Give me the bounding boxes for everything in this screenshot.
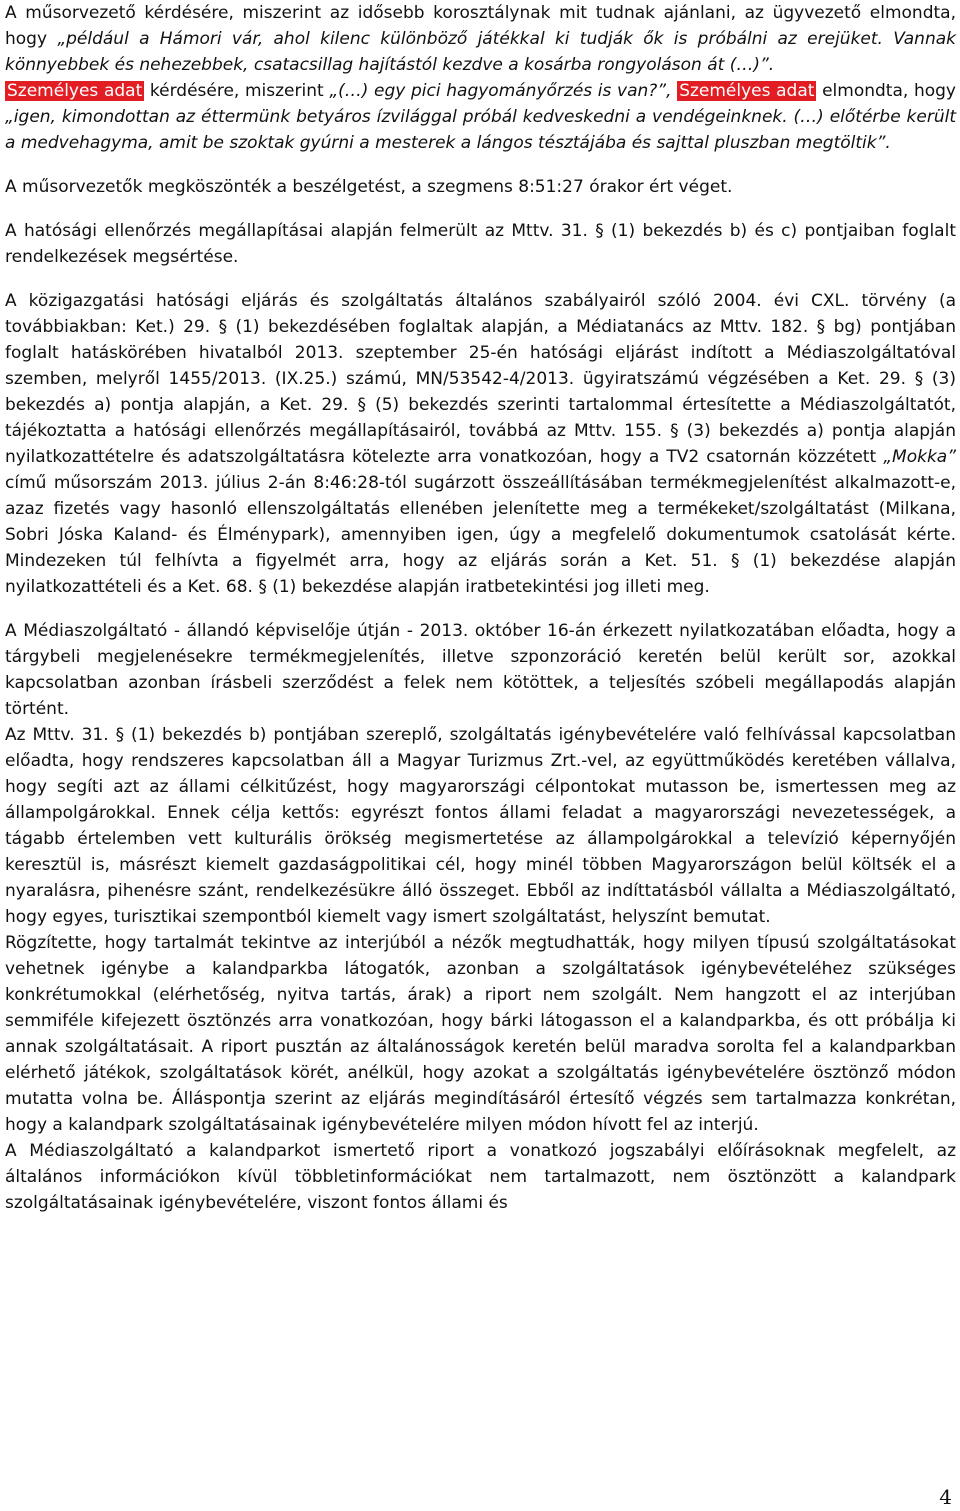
page-number: 4 [939, 1485, 952, 1509]
quote-hamori-var: „például a Hámori vár, ahol kilenc különböző játékkal ki tudják ők is próbálni az erejüket. Vannak könnyebbek és nehezebbek, csatacsillag hajítástól kezdve a kosárba rongyoláson át (…)”. [5, 29, 956, 75]
paragraph-4: A hatósági ellenőrzés megállapításai alapján felmerült az Mttv. 31. § (1) bekezdés b) és c) pontjaiban foglalt rendelkezések megsértése. [5, 221, 956, 267]
paragraph-5 [5, 288, 956, 600]
paragraph-6: A Médiaszolgáltató - állandó képviselője útján - 2013. október 16-án érkezett nyilatkozatában előadta, hogy a tárgybeli megjelenésekre termékmegjelenítés, illetve szponzoráció keretén belül került sor, azokkal kapcsolatban azonban írásbeli szerződést a felek nem kötöttek, a teljesítés szóbeli megállapodás alapján történt. [5, 621, 956, 719]
paragraph-5-text-a: A közigazgatási hatósági eljárás és szolgáltatás általános szabályairól szóló 2004. évi CXL. törvény (a továbbiakban: Ket.) 29. § (1) bekezdésében foglaltak alapján, a Médiatanács az Mttv. 182. § bg) pontjában foglalt hatáskörében hivatalból 2013. szeptember 25-én hatósági eljárást indított a Médiaszolgáltatóval szemben, melyről 1455/2013. (IX.25.) számú, MN/53542-4/2013. ügyiratszámú végzésében a Ket. 29. § (3) bekezdés a) pontja alapján, a Ket. 29. § (5) bekezdés szerinti tartalommal értesítette a Médiaszolgáltatót, tájékoztatta a hatósági ellenőrzés megállapításairól, továbbá az Mttv. 155. § (3) bekezdés a) pontja alapján nyilatkozattételre és adatszolgáltatásra kötelezte arra vonatkozóan, hogy a TV2 csatornán közzétett [5, 291, 956, 467]
paragraph-2-text: kérdésére, miszerint [149, 81, 324, 101]
paragraph-9: A Médiaszolgáltató a kalandparkot ismertető riport a vonatkozó jogszabályi előírásoknak megfelelt, az általános információkon kívül többletinformációkat nem tartalmazott, nem ösztönzött a kalandpark szolgáltatásainak igénybevételére, viszont fontos állami és [5, 1141, 956, 1213]
paragraph-3: A műsorvezetők megköszönték a beszélgetést, a szegmens 8:51:27 órakor ért véget. [5, 177, 733, 197]
paragraph-2-said: elmondta, hogy [822, 81, 956, 101]
quote-question: „(…) egy pici hagyományőrzés is van?”, [329, 81, 672, 101]
redacted-personal-data: Személyes adat [7, 81, 143, 101]
paragraph-2 [5, 78, 956, 156]
paragraph-5-text-b: című műsorszám 2013. július 2-án 8:46:28-tól sugárzott összeállításában termékmegjelenítést alkalmazott-e, azaz fizetés vagy hasonló ellenszolgáltatás ellenében jelenítette meg a termékeket/szolgáltatást (Milkana, Sobri Jóska Kaland- és Élménypark), amennyiben igen, úgy a megfelelő dokumentumok csatolását kérte. Mindezeken túl felhívta a figyelmét arra, hogy az eljárás során a Ket. 51. § (1) bekezdése alapján nyilatkozattételi és a Ket. 68. § (1) bekezdése alapján iratbetekintési jog illeti meg. [5, 473, 956, 597]
document-page [5, 0, 956, 1216]
program-title: „Mokka” [883, 447, 957, 467]
paragraph-1 [5, 0, 956, 78]
paragraph-7: Az Mttv. 31. § (1) bekezdés b) pontjában szereplő, szolgáltatás igénybevételére való felhívással kapcsolatban előadta, hogy rendszeres kapcsolatban áll a Magyar Turizmus Zrt.-vel, az együttműködés keretében vállalva, hogy segíti azt az állami célkitűzést, hogy magyarországi célpontokat mutasson be, ismertessen meg az állampolgárokkal. Ennek célja kettős: egyrészt fontos állami feladat a magyarországi nevezetességek, a tágabb értelemben vett kulturális örökség megismertetése az állampolgárokkal a televízió képernyőjén keresztül is, másrészt kiemelt gazdaságpolitikai cél, hogy minél többen Magyarországon belül költsék el a nyaralásra, pihenésre szánt, rendelkezésükre álló összeget. Ebből az indíttatásból vállalta a Médiaszolgáltató, hogy egyes, turisztikai szempontból kiemelt vagy ismert szolgáltatást, helyszínt bemutat. [5, 725, 956, 927]
paragraph-8: Rögzítette, hogy tartalmát tekintve az interjúból a nézők megtudhatták, hogy milyen típusú szolgáltatásokat vehetnek igénybe a kalandparkba látogatók, azonban a szolgáltatások igénybevételéhez szükséges konkrétumokkal (elérhetőség, nyitva tartás, árak) a riport nem szolgált. Nem hangzott el az interjúban semmiféle kifejezett ösztönzés arra vonatkozóan, hogy bárki látogasson el a kalandparkba, és ott próbálja ki annak szolgáltatásait. A riport pusztán az általánosságok keretén belül maradva sorolta fel a kalandparkban elérhető játékok, szolgáltatások körét, anélkül, hogy azokat a szolgáltatás igénybevételére ösztönző módon mutatta volna be. Álláspontja szerint az eljárás megindításáról értesítő végzés sem tartalmazza konkrétan, hogy a kalandpark szolgáltatásainak igénybevételére milyen módon hívott fel az interjú. [5, 933, 956, 1135]
paragraph-1-text: A műsorvezető kérdésére, miszerint az idősebb korosztálynak mit tudnak ajánlani, az ügyvezető elmondta, hogy [5, 3, 956, 49]
quote-answer: „igen, kimondottan az éttermünk betyáros ízvilággal próbál kedveskedni a vendégeinknek. (…) előtérbe került a medvehagyma, amit be szoktak gyúrni a mesterek a lángos tésztájába és sajttal pluszban megtöltik”. [5, 107, 956, 153]
redacted-personal-data: Személyes adat [679, 81, 815, 101]
